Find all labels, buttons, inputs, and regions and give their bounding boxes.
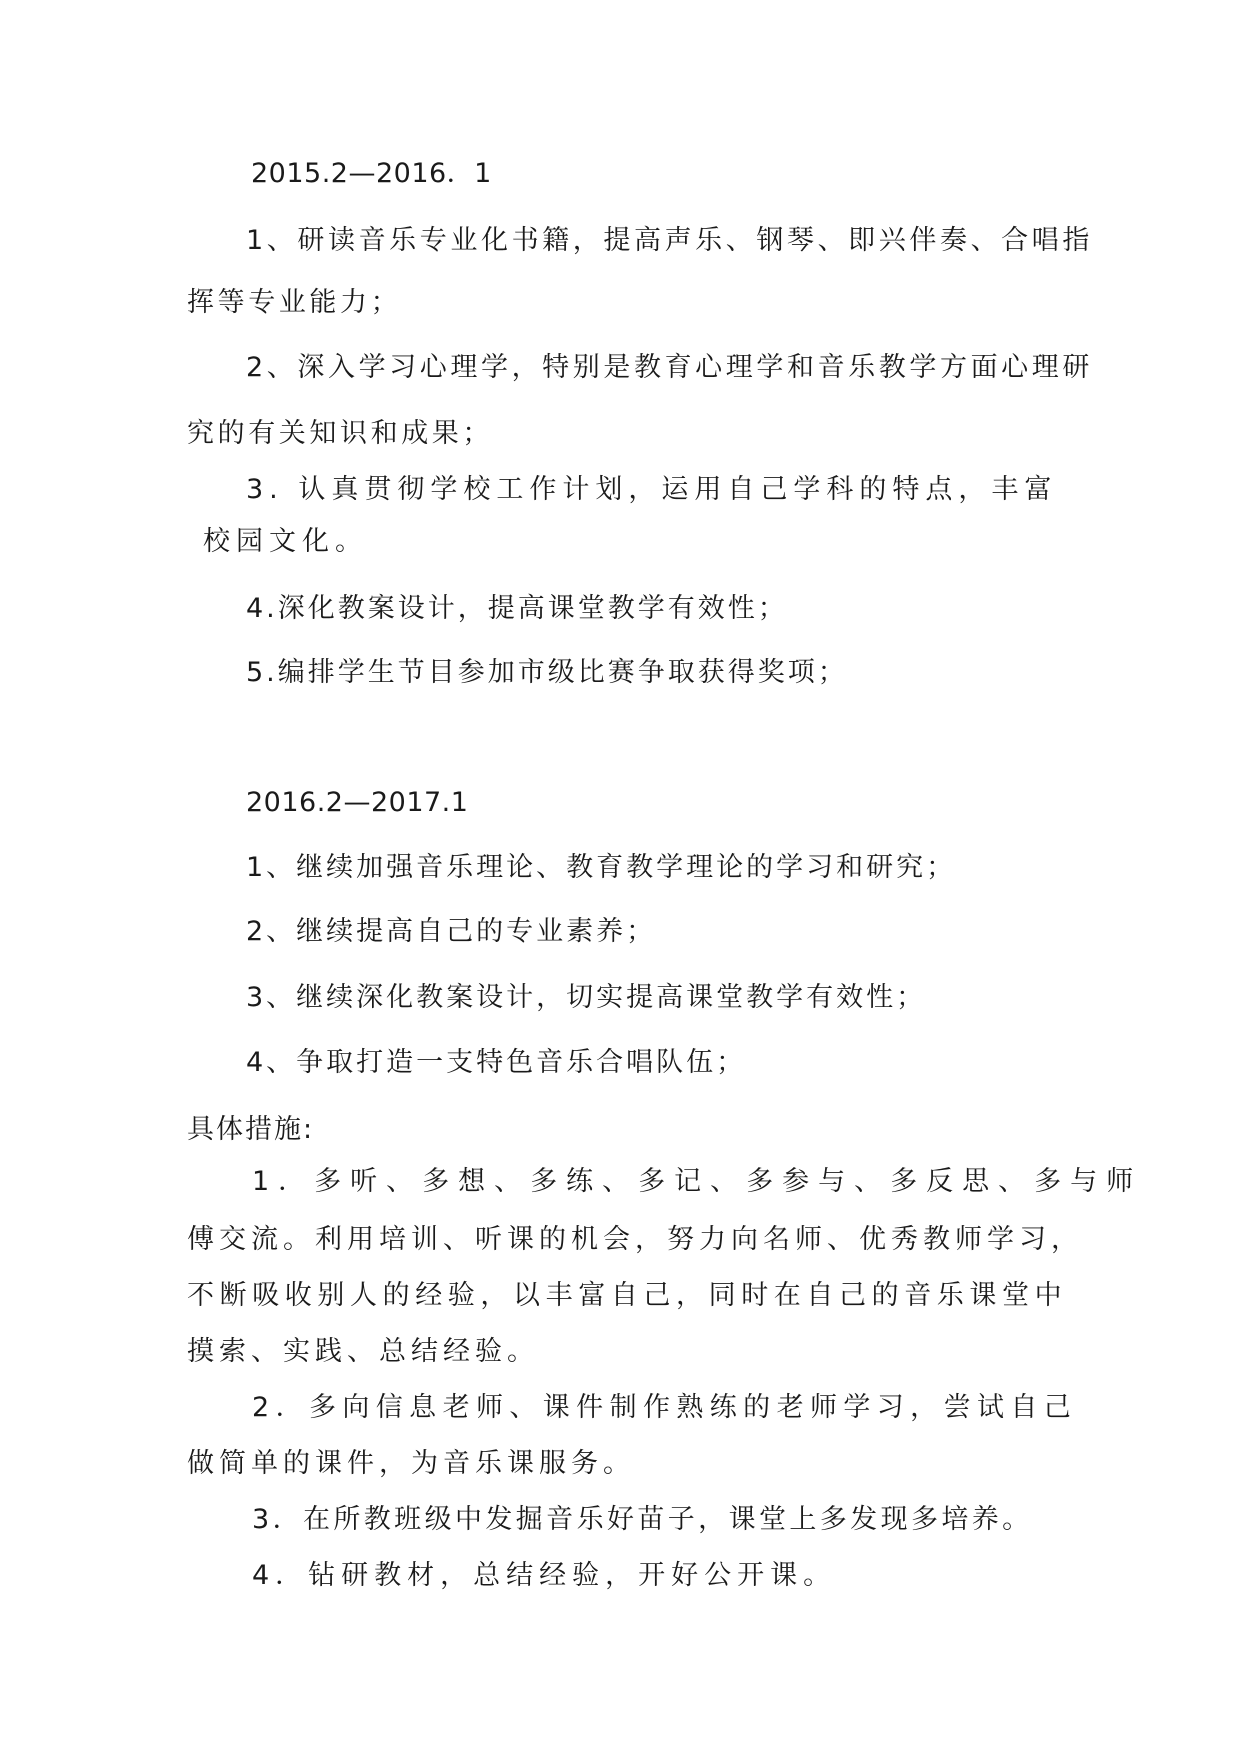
measures-line: 2．多向信息老师、课件制作熟练的老师学习，尝试自己 — [252, 1392, 1078, 1423]
section-line: 5.编排学生节目参加市级比赛争取获得奖项； — [246, 657, 848, 688]
section-period: 2015.2—2016．1 — [251, 158, 492, 189]
section-line: 1、研读音乐专业化书籍，提高声乐、钢琴、即兴伴奏、合唱指 — [246, 225, 1093, 256]
section-line: 2、继续提高自己的专业素养； — [246, 916, 657, 947]
measures-line: 4．钻研教材，总结经验，开好公开课。 — [252, 1560, 837, 1591]
measures-line: 3．在所教班级中发掘音乐好苗子，课堂上多发现多培养。 — [252, 1504, 1033, 1535]
measures-line: 不断吸收别人的经验，以丰富自己，同时在自己的音乐课堂中 — [187, 1280, 1068, 1311]
section-line: 挥等专业能力； — [187, 287, 402, 318]
measures-line: 做简单的课件，为音乐课服务。 — [187, 1448, 635, 1479]
section-line: 3. 认真贯彻学校工作计划，运用自己学科的特点，丰富 — [246, 474, 1058, 505]
section-line: 3、继续深化教案设计，切实提高课堂教学有效性； — [246, 982, 927, 1013]
measures-heading: 具体措施: — [187, 1114, 315, 1145]
section-period: 2016.2—2017.1 — [246, 787, 469, 818]
section-line: 校园文化。 — [203, 526, 368, 557]
measures-line: 摸索、实践、总结经验。 — [187, 1336, 539, 1367]
section-line: 1、继续加强音乐理论、教育教学理论的学习和研究； — [246, 852, 957, 883]
measures-line: 傅交流。利用培训、听课的机会，努力向名师、优秀教师学习， — [187, 1224, 1083, 1255]
section-line: 2、深入学习心理学，特别是教育心理学和音乐教学方面心理研 — [246, 352, 1093, 383]
section-line: 4、争取打造一支特色音乐合唱队伍； — [246, 1047, 747, 1078]
measures-line: 1．多听、多想、多练、多记、多参与、多反思、多与师 — [252, 1166, 1143, 1197]
section-line: 究的有关知识和成果； — [187, 418, 493, 449]
section-line: 4.深化教案设计，提高课堂教学有效性； — [246, 593, 788, 624]
